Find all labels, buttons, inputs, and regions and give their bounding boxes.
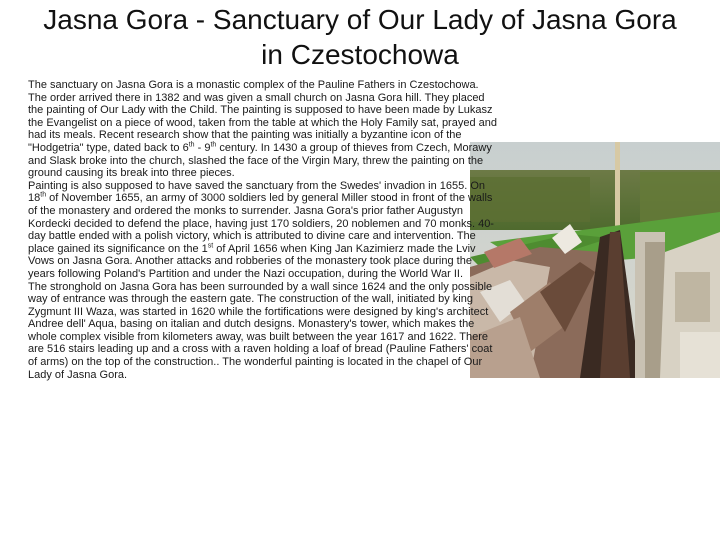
ordinal-suffix: st xyxy=(207,242,214,250)
paragraph-swedes-end: of April 1656 when King Jan Kazimierz made the Lviv Vows on Jasna Gora. Another attacks and robberies of the monastery took place during the years following Poland's Partition and under the Nazi occupation, during the World War II. xyxy=(28,242,476,280)
photo-illustration xyxy=(470,142,720,378)
paragraph-history-end: century. In 1430 a group of thieves from Czech, Morawy and Slask broke into the church, slashed the face of the Virgin Mary, threw the painting on the ground causing its break into three pieces. xyxy=(28,141,492,180)
ordinal-suffix: th xyxy=(40,191,47,199)
body-text xyxy=(28,79,497,381)
ordinal-suffix: th xyxy=(188,141,195,149)
century-start-number: 6 xyxy=(182,141,189,154)
monastery-aerial-photo xyxy=(470,142,720,378)
paragraph-swedes-mid: of November 1655, an army of 3000 soldiers led by general Miller stood in front of the walls of the monastery and ordered the monks to surrender. Jasna Gora's prior father Augustyn Kordecki decided to defend the place, having just 170 soldiers, 20 noblemen and 70 monks. 40-day battle ended with a polish victory, which is attributed to divine care and intervention. The place gained its significance on the 1 xyxy=(28,192,494,255)
paragraph-history-text: The sanctuary on Jasna Gora is a monastic complex of the Pauline Fathers in Czestochowa. The order arrived there in 1382 and was given a small church on Jasna Gora hill. They placed the painting of Our Lady with the Child. The painting is supposed to have been made by Lukasz the Evangelist on a piece of wood, taken from the table at which the Holy Family sat, prayed and had its meals. Recent research show that the painting was initially a byzantine icon of the "Hodgetria" type, dated back to xyxy=(28,79,497,154)
century-range-text: - 9 xyxy=(194,141,211,154)
paragraph-swedes xyxy=(28,180,498,281)
paragraph-history xyxy=(28,79,498,180)
paragraph-stronghold: The stronghold on Jasna Gora has been surrounded by a wall since 1624 and the only possible way of entrance was through the eastern gate. The construction of the wall, initiated by king Zygmunt III Waza, was started in 1620 while the fortifications were designed by king's architect Andree dell' Aqua, basing on italian and dutch designs. Monastery's tower, which makes the whole complex visible from kilometers away, was built between the year 1617 and 1622. There are 516 stairs leading up and a cross with a raven holding a loaf of bread (Pauline Fathers' coat of arms) on the top of the construction.. The wonderful painting is located in the chapel of Our Lady of Jasna Gora. xyxy=(28,280,493,381)
slide-title: Jasna Gora - Sanctuary of Our Lady of Jasna Gora in Czestochowa xyxy=(43,4,677,70)
ordinal-suffix: th xyxy=(210,141,217,149)
paragraph-swedes-text: Painting is also supposed to have saved the sanctuary from the Swedes' invadion in 1655. On 18 xyxy=(28,179,486,205)
